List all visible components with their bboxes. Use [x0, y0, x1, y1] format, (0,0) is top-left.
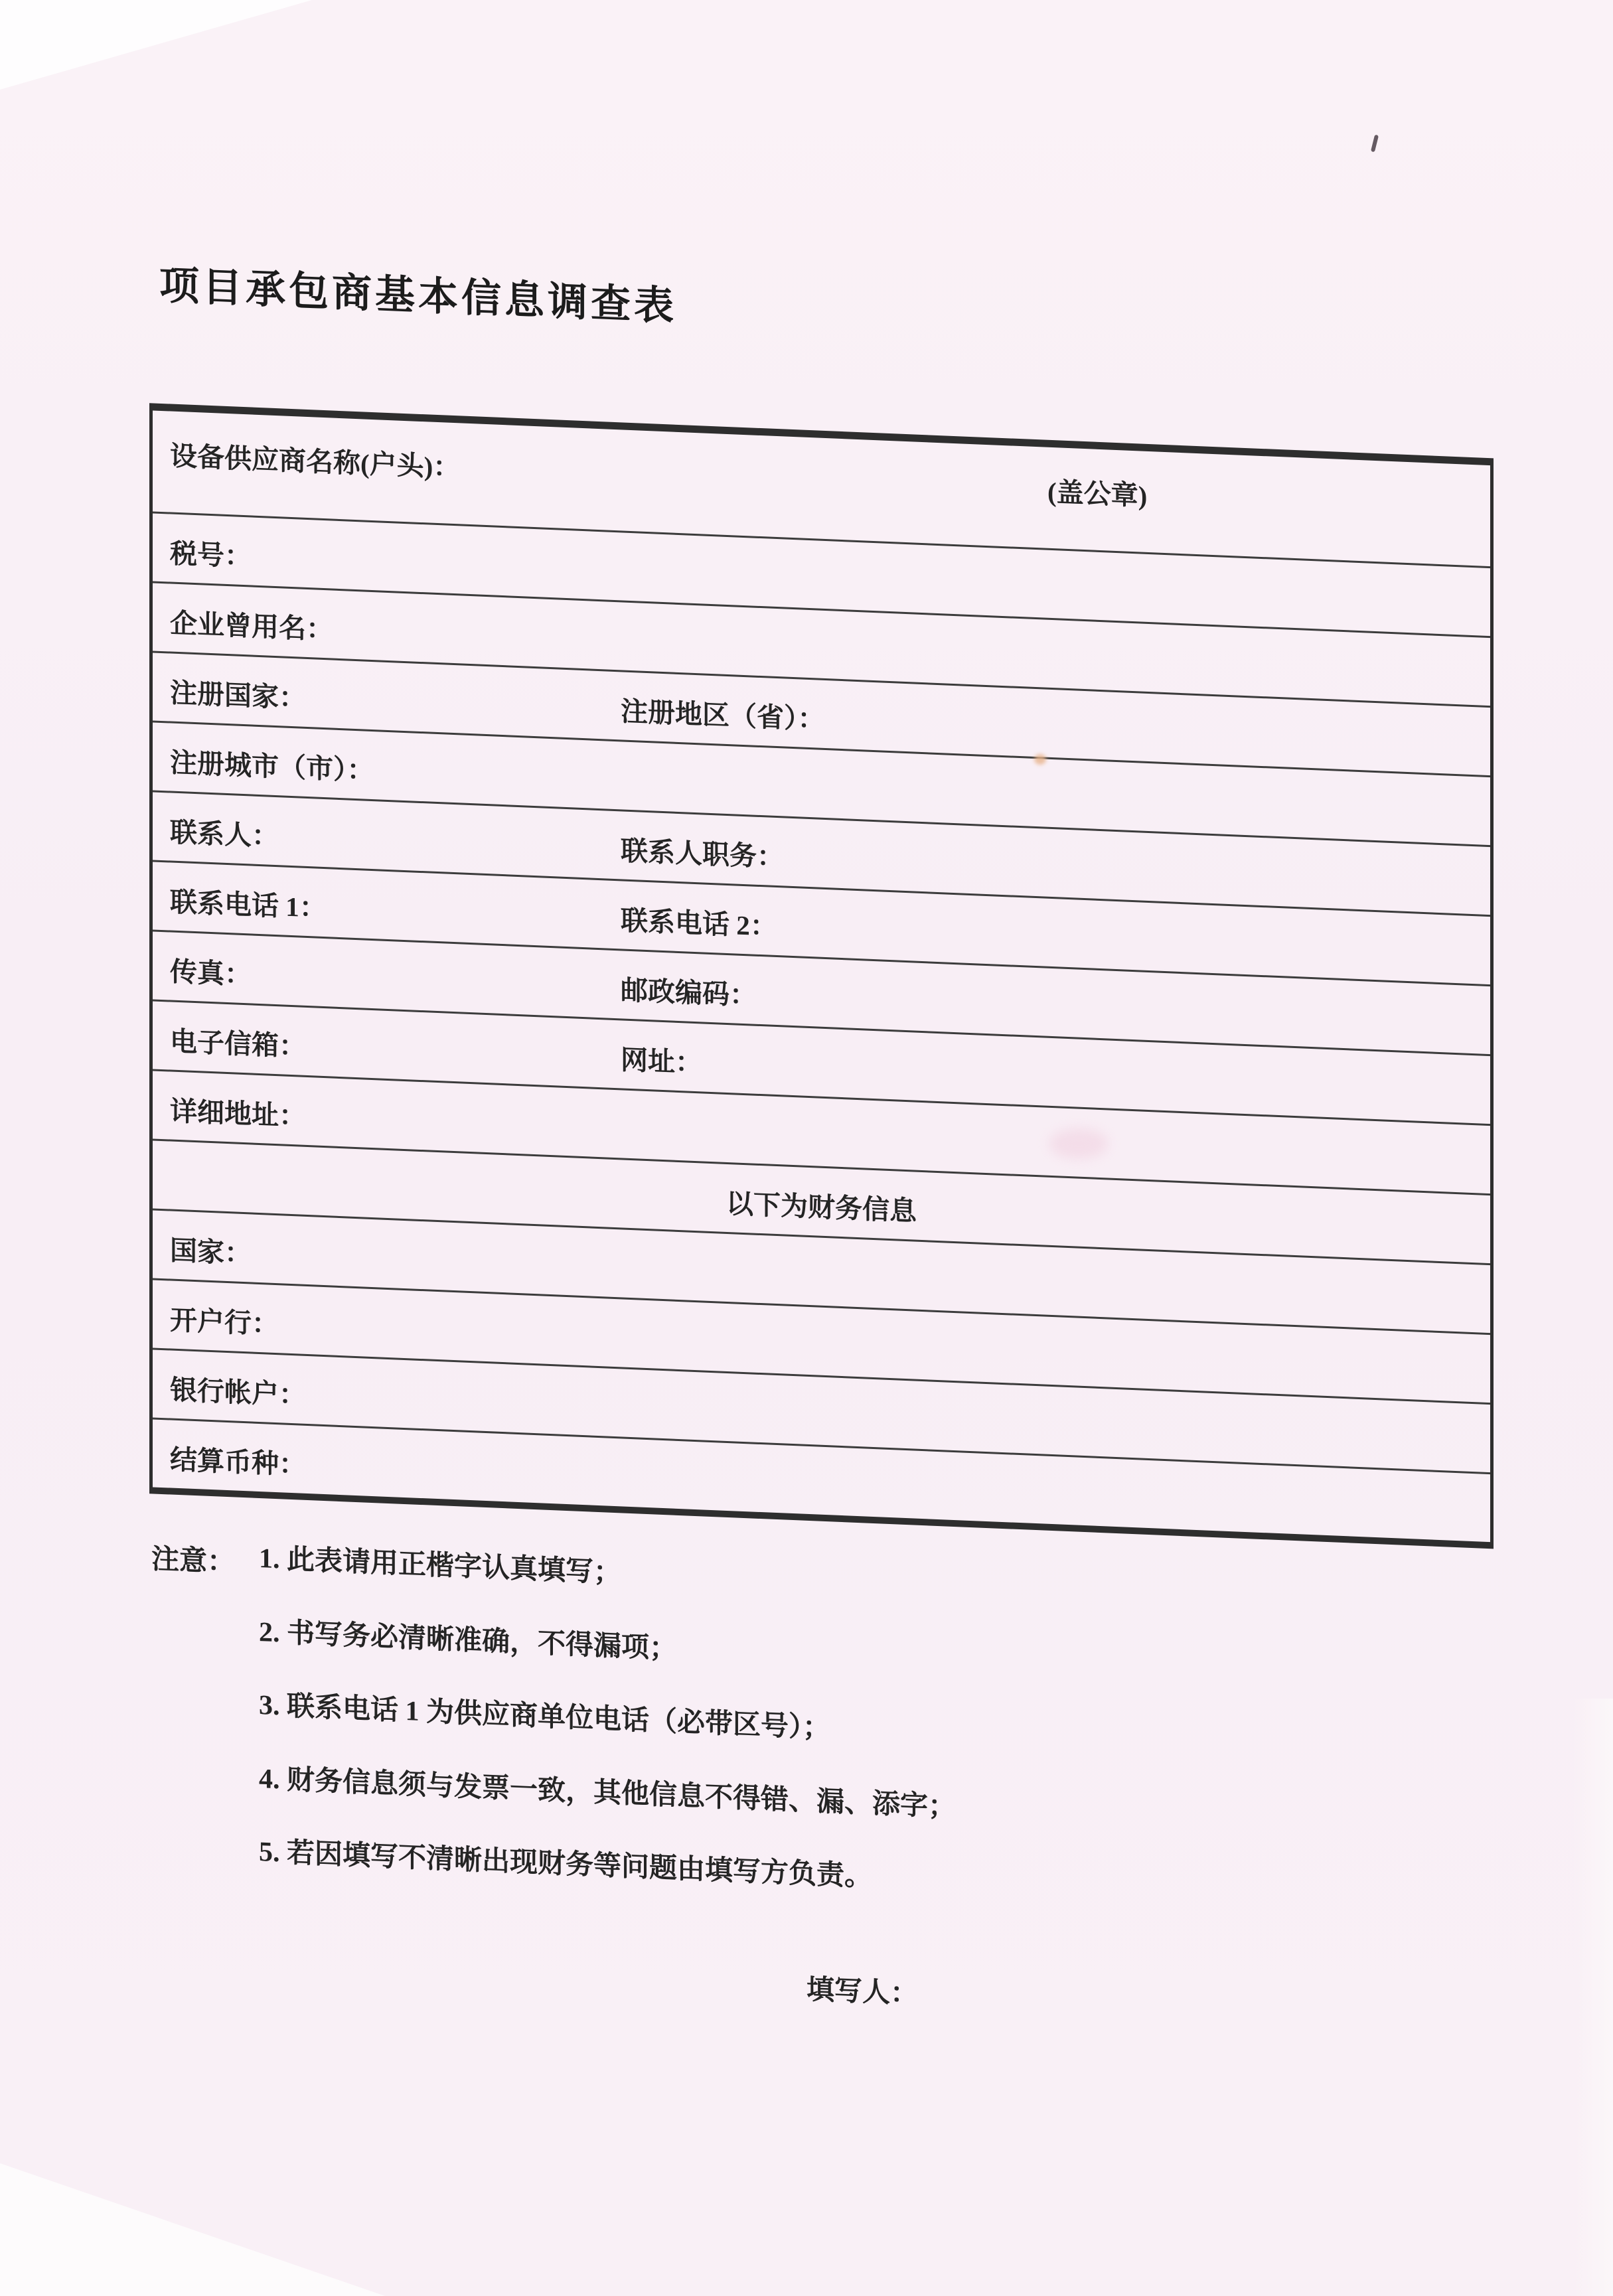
supplier-info-table — [149, 403, 1494, 1549]
scan-artifact-orange-dot — [1034, 754, 1046, 765]
row-label: 详细地址： — [170, 1095, 306, 1132]
scan-artifact-pink-smudge — [1049, 1128, 1109, 1159]
row-label-secondary: 联系电话 2： — [621, 905, 777, 943]
row-label: 企业曾用名： — [170, 607, 333, 645]
row-label-secondary: 网址： — [621, 1044, 702, 1079]
row-label-secondary: 联系人职务： — [621, 835, 784, 873]
row-label: 注册国家： — [170, 677, 306, 714]
row-label: 联系人： — [170, 816, 279, 852]
notes-heading: 注意： — [151, 1544, 236, 1578]
form-title: 项目承包商基本信息调查表 — [159, 263, 677, 329]
row-label-secondary: 邮政编码： — [621, 974, 757, 1011]
notes-section — [151, 1537, 1413, 1955]
row-label: 电子信箱： — [170, 1026, 306, 1062]
row-label: 银行帐户： — [170, 1374, 306, 1411]
row-label: 国家： — [170, 1235, 252, 1269]
row-label: 联系电话 1： — [170, 886, 327, 924]
row-label-secondary: 注册地区（省）： — [621, 696, 825, 735]
row-label: 设备供应商名称(户头)： — [170, 440, 461, 483]
note-item-4: 4. 财务信息须与发票一致，其他信息不得错、漏、添字； — [259, 1763, 957, 1823]
row-label: 传真： — [170, 956, 252, 990]
row-label: 结算币种： — [170, 1444, 306, 1480]
note-item-5: 5. 若因填写不清晰出现财务等问题由填写方负责。 — [259, 1837, 873, 1892]
section-header-label: 以下为财务信息 — [726, 1187, 917, 1227]
signature-label: 填写人： — [806, 1974, 919, 2010]
note-item-2: 2. 书写务必清晰准确，不得漏项； — [259, 1616, 678, 1665]
note-item-3: 3. 联系电话 1 为供应商单位电话（必带区号）； — [259, 1690, 831, 1744]
row-label: 开户行： — [170, 1304, 279, 1340]
stamp-note: (盖公章) — [1047, 476, 1148, 511]
row-label: 注册城市（市）： — [170, 747, 374, 787]
row-label: 税号： — [170, 538, 252, 572]
note-item-1: 1. 此表请用正楷字认真填写； — [259, 1543, 622, 1589]
